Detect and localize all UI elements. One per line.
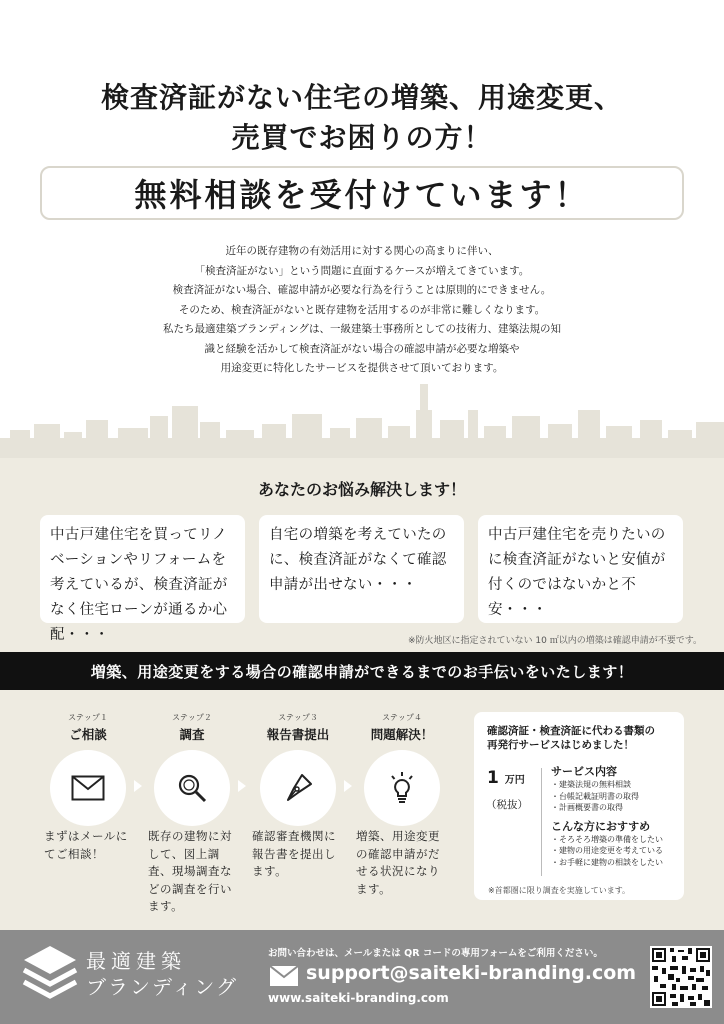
intro-line: 私たち最適建築ブランディングは、一級建築士事務所としての技術力、建築法規の知	[163, 323, 561, 335]
step-1-description: まずはメールにてご相談！	[44, 829, 128, 861]
mail-icon	[71, 775, 105, 801]
qr-code-icon[interactable]	[650, 946, 712, 1008]
step-1-header	[38, 712, 138, 743]
step-1-circle	[50, 750, 126, 826]
step-2-header	[142, 712, 242, 743]
recommend-item: ・そろそろ増築の準備をしたい	[551, 834, 663, 844]
worry-card	[478, 515, 683, 623]
intro-line: 検査済証がない場合、確認申請が必要な行為を行うことは原則的にできません。	[172, 284, 552, 296]
recommend-item: ・建物の用途変更を考えている	[551, 846, 663, 855]
step-number: ステップ２	[172, 713, 212, 722]
free-consultation-box	[40, 166, 684, 220]
intro-line: そのため、検査済証がないと既存建物を活用するのが非常に難しくなります。	[178, 303, 546, 316]
step-title: 問題解決！	[370, 727, 434, 742]
divider	[541, 768, 542, 876]
mail-icon	[270, 966, 298, 986]
intro-line: 近年の既存建物の有効活用に対する関心の高まりに伴い、	[225, 245, 499, 257]
worry-card	[259, 515, 464, 623]
price-unit: 万円	[504, 775, 525, 786]
step-title: 報告書提出	[266, 727, 330, 742]
headline-line1: 検査済証がない住宅の増築、用途変更、	[100, 81, 623, 114]
step-4-description: 増築、用途変更の確認申請がだせる状況になります。	[356, 829, 440, 896]
support-banner	[0, 652, 724, 690]
service-details	[551, 764, 663, 868]
pen-nib-icon	[282, 772, 314, 804]
worry-card-text: 中古戸建住宅を売りたいのに検査済証がないと安値が付くのではないかと不安・・・	[488, 527, 666, 618]
recommend-item: ・お手軽に建物の相談をしたい	[551, 857, 663, 867]
service-item: ・計画概要書の取得	[551, 803, 623, 812]
step-arrow-icon	[134, 780, 142, 792]
service-heading	[487, 724, 655, 752]
step-3-circle	[260, 750, 336, 826]
step-title: 調査	[179, 727, 205, 742]
step-number: ステップ３	[278, 713, 318, 722]
company-logo-icon	[22, 944, 78, 1002]
city-skyline-illustration	[0, 380, 724, 460]
headline-line2: 売買でお困りの方！	[231, 121, 493, 154]
contact-note: お問い合わせは、メールまたは QR コードの専用フォームをご利用ください。	[268, 948, 603, 959]
tax-note: （税抜）	[486, 799, 528, 811]
service-heading-line2: 再発行サービスはじめました！	[487, 739, 634, 751]
intro-line: 用途変更に特化したサービスを提供させて頂いております。	[220, 362, 504, 374]
step-3-description: 確認審査機関に報告書を提出します。	[252, 829, 336, 878]
step-number: ステップ４	[382, 713, 422, 722]
worry-card-text: 中古戸建住宅を買ってリノベーションやリフォームを考えているが、検査済証がなく住宅ローンが通るか心配・・・	[50, 527, 228, 643]
step-arrow-icon	[238, 780, 246, 792]
price-value: 1	[487, 768, 499, 788]
website-link[interactable]: www.saiteki-branding.com	[268, 991, 449, 1005]
service-heading-line1: 確認済証・検査済証に代わる書類の	[487, 725, 655, 737]
service-item: ・建築法規の無料相談	[551, 780, 631, 789]
service-price	[487, 768, 525, 788]
service-area-note: ※首都圏に限り調査を実施しています。	[488, 886, 631, 895]
support-email-link[interactable]: support@saiteki-branding.com	[306, 962, 637, 984]
headline	[0, 78, 724, 158]
service-item: ・台帳記載証明書の取得	[551, 791, 639, 801]
step-3-header	[248, 712, 348, 743]
step-2-description: 既存の建物に対して、図上調査、現場調査などの調査を行います。	[148, 829, 232, 913]
fire-zone-note: ※防火地区に指定されていない 10 ㎡以内の増築は確認申請が不要です。	[408, 636, 702, 646]
lightbulb-icon	[386, 771, 418, 805]
worry-card-text: 自宅の増築を考えていたのに、検査済証がなくて確認申請が出せない・・・	[269, 527, 447, 593]
support-banner-text: 増築、用途変更をする場合の確認申請ができるまでのお手伝いをいたします！	[90, 662, 634, 681]
intro-line: 識と経験を活かして検査済証がない場合の確認申請が必要な増築や	[204, 342, 520, 355]
logo-line2: ブランディング	[86, 975, 238, 999]
free-consultation-text: 無料相談を受付けています！	[134, 176, 590, 214]
logo-line1: 最適建築	[86, 949, 186, 973]
step-2-circle	[154, 750, 230, 826]
company-logo-text	[86, 948, 238, 1000]
worry-card	[40, 515, 245, 643]
step-number: ステップ１	[68, 713, 108, 722]
step-arrow-icon	[344, 780, 352, 792]
magnifier-icon	[176, 772, 208, 804]
service-contents-title: サービス内容	[551, 765, 617, 778]
intro-line: 「検査済証がない」という問題に直面するケースが増えてきています。	[194, 264, 530, 277]
intro-text	[0, 242, 724, 379]
step-4-circle	[364, 750, 440, 826]
step-4-header	[352, 712, 452, 743]
recommend-title: こんな方におすすめ	[551, 819, 651, 833]
worries-title: あなたのお悩み解決します！	[257, 480, 466, 499]
step-title: ご相談	[69, 727, 107, 742]
